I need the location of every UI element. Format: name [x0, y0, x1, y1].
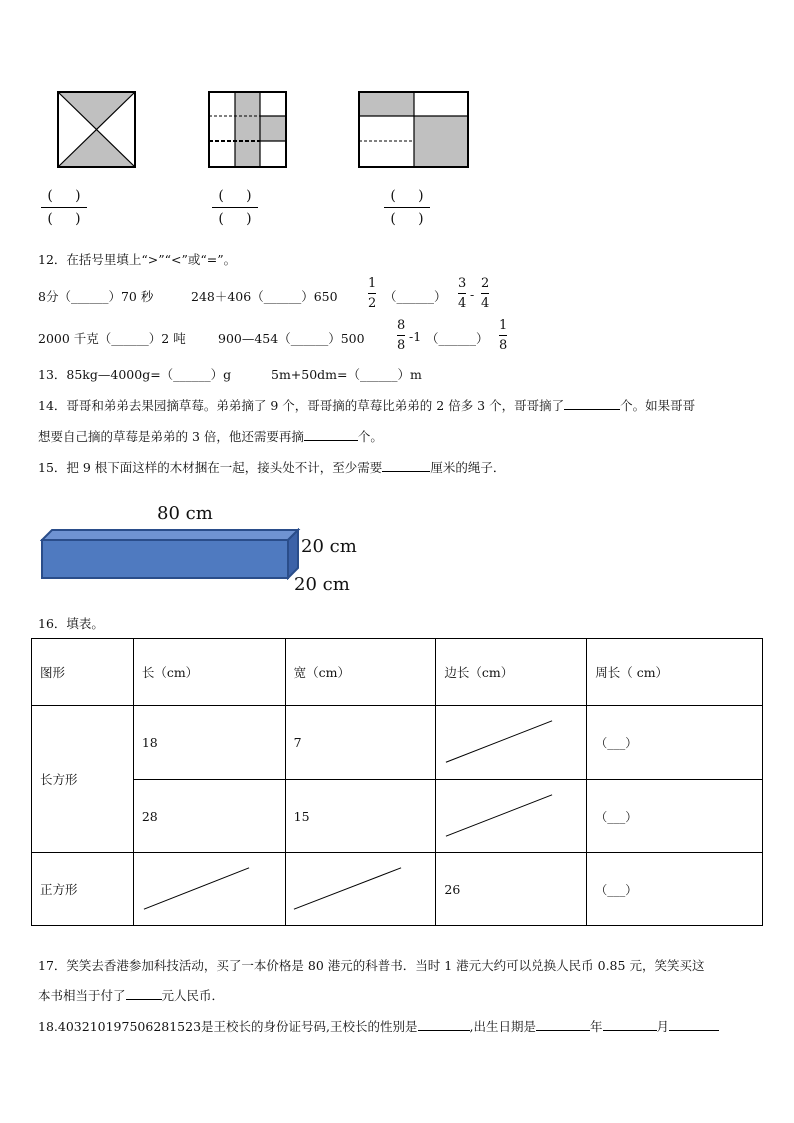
q17-line2: 本书相当于付了 元人民币．	[38, 988, 225, 1003]
cell-width-slashed	[285, 853, 436, 926]
q12-title: 12．在括号里填上“>”“<”或“=”。	[38, 252, 237, 267]
figure-grid-square	[208, 91, 288, 169]
q16-table	[31, 638, 763, 926]
q12-row2-fraction-c: 8 8	[397, 318, 406, 353]
q12-row1-fraction-d1: 3 4	[458, 276, 467, 311]
q17-blank[interactable]	[126, 986, 162, 1000]
cell-perimeter-answer[interactable]: （___）	[587, 706, 763, 780]
q12-row2-b: 900—454（______）500	[218, 331, 365, 346]
q17-line1: 17．笑笑去香港参加科技活动，买了一本价格是 80 港元的科普书．当时 1 港元大约可以兑换人民币 0.85 元，笑笑买这	[38, 958, 705, 973]
square-label: 正方形	[32, 853, 134, 926]
header-width: 宽（cm）	[285, 639, 436, 706]
figure-rectangle	[358, 91, 470, 169]
q14-blank-2[interactable]	[304, 427, 358, 441]
q12-row1-fraction-left: 1 2	[368, 276, 377, 311]
answer-fraction-1[interactable]: ( ) ( )	[41, 186, 87, 229]
header-side: 边长（cm）	[436, 639, 587, 706]
cell-width: 15	[285, 780, 436, 853]
cell-perimeter-answer[interactable]: （___）	[587, 853, 763, 926]
q14-blank-1[interactable]	[564, 396, 620, 410]
header-length: 长（cm）	[133, 639, 285, 706]
rect-label: 长方形	[32, 706, 134, 853]
q12-row2-fraction-d: 1 8	[499, 318, 508, 353]
cell-width: 7	[285, 706, 436, 780]
q15-height-label: 20 cm	[301, 536, 357, 557]
q15-text: 15．把 9 根下面这样的木材捆在一起，接头处不计，至少需要 厘米的绳子．	[38, 460, 506, 475]
q12-row1-minus: -	[470, 287, 475, 302]
table-row	[32, 780, 763, 853]
answer-fraction-3[interactable]: ( ) ( )	[384, 186, 430, 229]
header-shape: 图形	[32, 639, 134, 706]
q13-b: 5m+50dm=（______）m	[271, 367, 422, 382]
cell-length: 18	[133, 706, 285, 780]
q12-row2-a: 2000 千克（______）2 吨	[38, 331, 186, 346]
q12-row1-b: 248＋406（______）650	[191, 289, 338, 304]
q18-year-blank[interactable]	[536, 1017, 590, 1031]
table-row	[32, 706, 763, 780]
cell-side-slashed	[436, 706, 587, 780]
q15-wood-block	[40, 528, 302, 580]
answer-fraction-2[interactable]: ( ) ( )	[212, 186, 258, 229]
q13-a: 13．85kg—4000g=（______）g	[38, 367, 232, 382]
q12-row2-minus-one: -1	[409, 329, 422, 344]
q12-row1-fraction-d2: 2 4	[481, 276, 490, 311]
cell-side-slashed	[436, 780, 587, 853]
q18-line: 18.403210197506281523是王校长的身份证号码,王校长的性别是 ,出生日期是 年 月	[38, 1017, 719, 1035]
cell-length-slashed	[133, 853, 285, 926]
q14-line2: 想要自己摘的草莓是弟弟的 3 倍，他还需要再摘 个。	[38, 429, 383, 444]
q14-line1: 14．哥哥和弟弟去果园摘草莓。弟弟摘了 9 个，哥哥摘的草莓比弟弟的 2 倍多 3 个，哥哥摘了 个。如果哥哥	[38, 398, 696, 413]
q15-blank[interactable]	[382, 458, 430, 472]
header-perimeter: 周长（ cm）	[587, 639, 763, 706]
q18-gender-blank[interactable]	[418, 1017, 470, 1031]
q16-title: 16．填表。	[38, 616, 104, 631]
cell-perimeter-answer[interactable]: （___）	[587, 780, 763, 853]
q15-depth-label: 20 cm	[294, 574, 350, 595]
q18-day-blank[interactable]	[669, 1017, 719, 1031]
cell-side: 26	[436, 853, 587, 926]
q15-length-label: 80 cm	[157, 503, 213, 524]
cell-length: 28	[133, 780, 285, 853]
q12-row2-c-blank[interactable]: （______）	[426, 331, 489, 346]
q12-row1-a: 8分（______）70 秒	[38, 289, 154, 304]
table-row	[32, 853, 763, 926]
figure-square-crossed	[57, 91, 137, 169]
table-header-row	[32, 639, 763, 706]
q12-row1-c-blank[interactable]: （______）	[384, 289, 447, 304]
q18-month-blank[interactable]	[603, 1017, 657, 1031]
